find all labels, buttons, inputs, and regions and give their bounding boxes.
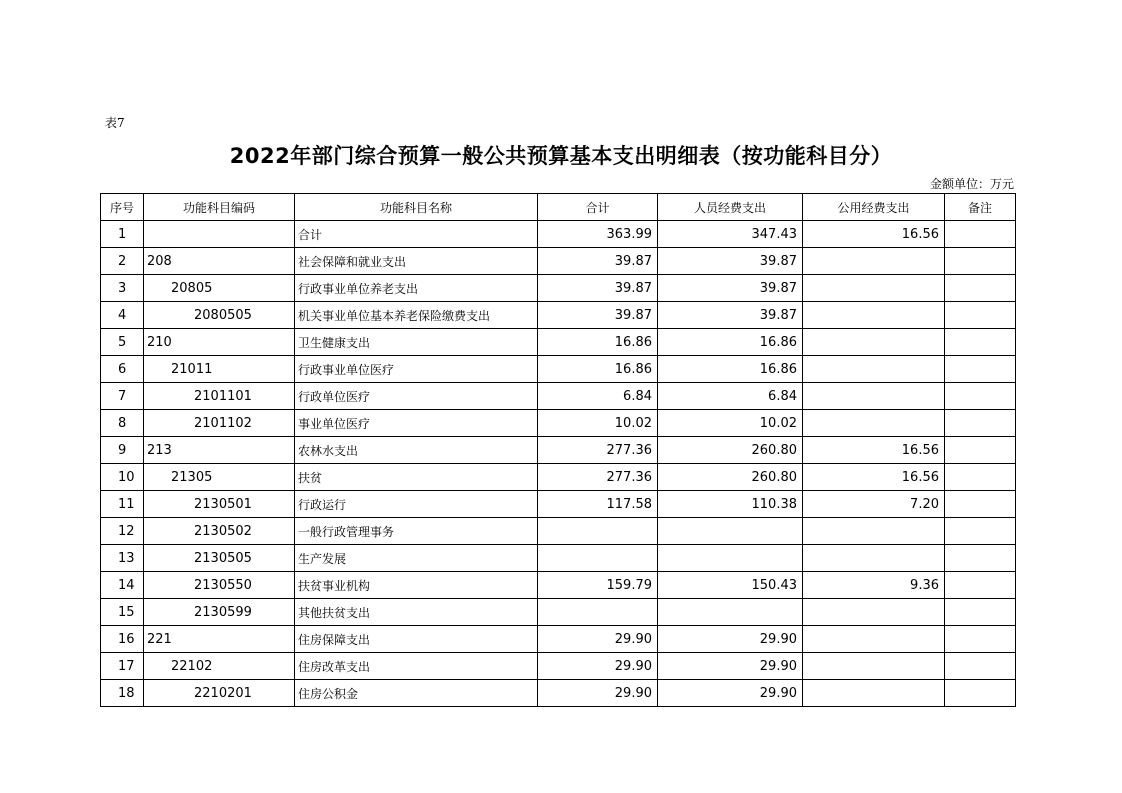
table-row — [101, 653, 1016, 680]
note-cell — [945, 464, 1016, 491]
row-index: 12 — [101, 518, 144, 545]
total-amount: 29.90 — [538, 626, 658, 653]
function-name: 行政事业单位医疗 — [295, 356, 538, 383]
function-code: 21011 — [144, 356, 295, 383]
table-row — [101, 437, 1016, 464]
table-row — [101, 410, 1016, 437]
public-amount — [803, 680, 945, 707]
total-amount: 10.02 — [538, 410, 658, 437]
function-name: 卫生健康支出 — [295, 329, 538, 356]
public-amount — [803, 545, 945, 572]
function-code: 208 — [144, 248, 295, 275]
function-code: 2101102 — [144, 410, 295, 437]
personnel-amount: 39.87 — [658, 248, 803, 275]
table-row — [101, 275, 1016, 302]
personnel-amount: 10.02 — [658, 410, 803, 437]
function-name: 行政运行 — [295, 491, 538, 518]
note-cell — [945, 302, 1016, 329]
row-index: 7 — [101, 383, 144, 410]
public-amount — [803, 599, 945, 626]
function-name: 合计 — [295, 221, 538, 248]
function-name: 行政单位医疗 — [295, 383, 538, 410]
public-amount: 7.20 — [803, 491, 945, 518]
row-index: 6 — [101, 356, 144, 383]
amount-unit: 金额单位：万元 — [929, 177, 1014, 191]
personnel-amount: 16.86 — [658, 329, 803, 356]
header-total: 合计 — [538, 194, 658, 221]
table-row — [101, 626, 1016, 653]
row-index: 5 — [101, 329, 144, 356]
personnel-amount: 39.87 — [658, 275, 803, 302]
personnel-amount: 150.43 — [658, 572, 803, 599]
function-name: 社会保障和就业支出 — [295, 248, 538, 275]
total-amount: 39.87 — [538, 248, 658, 275]
function-name: 扶贫 — [295, 464, 538, 491]
public-amount — [803, 302, 945, 329]
public-amount — [803, 653, 945, 680]
function-code: 2130501 — [144, 491, 295, 518]
personnel-amount: 260.80 — [658, 437, 803, 464]
total-amount — [538, 518, 658, 545]
header-personnel: 人员经费支出 — [658, 194, 803, 221]
row-index: 8 — [101, 410, 144, 437]
function-name: 一般行政管理事务 — [295, 518, 538, 545]
table-row — [101, 383, 1016, 410]
note-cell — [945, 599, 1016, 626]
table-number: 表7 — [105, 116, 125, 130]
note-cell — [945, 329, 1016, 356]
row-index: 14 — [101, 572, 144, 599]
row-index: 16 — [101, 626, 144, 653]
public-amount — [803, 383, 945, 410]
header-public: 公用经费支出 — [803, 194, 945, 221]
table-row — [101, 491, 1016, 518]
table-header-row — [101, 194, 1016, 221]
personnel-amount: 16.86 — [658, 356, 803, 383]
note-cell — [945, 653, 1016, 680]
total-amount: 277.36 — [538, 464, 658, 491]
total-amount: 29.90 — [538, 680, 658, 707]
function-name: 机关事业单位基本养老保险缴费支出 — [295, 302, 538, 329]
personnel-amount: 260.80 — [658, 464, 803, 491]
row-index: 17 — [101, 653, 144, 680]
personnel-amount — [658, 518, 803, 545]
total-amount: 39.87 — [538, 275, 658, 302]
total-amount: 39.87 — [538, 302, 658, 329]
row-index: 4 — [101, 302, 144, 329]
row-index: 9 — [101, 437, 144, 464]
personnel-amount: 29.90 — [658, 626, 803, 653]
row-index: 3 — [101, 275, 144, 302]
public-amount — [803, 248, 945, 275]
function-name: 生产发展 — [295, 545, 538, 572]
header-note: 备注 — [945, 194, 1016, 221]
function-code: 2101101 — [144, 383, 295, 410]
note-cell — [945, 221, 1016, 248]
personnel-amount: 29.90 — [658, 653, 803, 680]
personnel-amount: 29.90 — [658, 680, 803, 707]
total-amount: 363.99 — [538, 221, 658, 248]
table-row — [101, 356, 1016, 383]
table-row — [101, 572, 1016, 599]
function-code: 20805 — [144, 275, 295, 302]
total-amount — [538, 599, 658, 626]
function-name: 事业单位医疗 — [295, 410, 538, 437]
function-name: 行政事业单位养老支出 — [295, 275, 538, 302]
public-amount — [803, 356, 945, 383]
personnel-amount: 39.87 — [658, 302, 803, 329]
function-code: 213 — [144, 437, 295, 464]
public-amount — [803, 518, 945, 545]
total-amount: 277.36 — [538, 437, 658, 464]
row-index: 13 — [101, 545, 144, 572]
personnel-amount: 347.43 — [658, 221, 803, 248]
table-row — [101, 464, 1016, 491]
function-code: 2130502 — [144, 518, 295, 545]
note-cell — [945, 248, 1016, 275]
personnel-amount: 110.38 — [658, 491, 803, 518]
public-amount: 16.56 — [803, 437, 945, 464]
public-amount: 9.36 — [803, 572, 945, 599]
note-cell — [945, 275, 1016, 302]
public-amount — [803, 410, 945, 437]
function-name: 住房保障支出 — [295, 626, 538, 653]
expenditure-table — [100, 193, 1016, 707]
public-amount — [803, 626, 945, 653]
header-name: 功能科目名称 — [295, 194, 538, 221]
function-code: 221 — [144, 626, 295, 653]
note-cell — [945, 491, 1016, 518]
function-name: 住房改革支出 — [295, 653, 538, 680]
function-code: 2130550 — [144, 572, 295, 599]
table-row — [101, 680, 1016, 707]
note-cell — [945, 356, 1016, 383]
public-amount: 16.56 — [803, 221, 945, 248]
note-cell — [945, 437, 1016, 464]
function-name: 住房公积金 — [295, 680, 538, 707]
function-code: 21305 — [144, 464, 295, 491]
personnel-amount — [658, 545, 803, 572]
public-amount: 16.56 — [803, 464, 945, 491]
personnel-amount — [658, 599, 803, 626]
function-code: 2130599 — [144, 599, 295, 626]
header-index: 序号 — [101, 194, 144, 221]
table-row — [101, 248, 1016, 275]
row-index: 1 — [101, 221, 144, 248]
table-row — [101, 518, 1016, 545]
function-code: 2130505 — [144, 545, 295, 572]
personnel-amount: 6.84 — [658, 383, 803, 410]
row-index: 18 — [101, 680, 144, 707]
total-amount: 16.86 — [538, 329, 658, 356]
table-row — [101, 221, 1016, 248]
table-row — [101, 545, 1016, 572]
header-code: 功能科目编码 — [144, 194, 295, 221]
function-name: 扶贫事业机构 — [295, 572, 538, 599]
function-code: 2210201 — [144, 680, 295, 707]
row-index: 11 — [101, 491, 144, 518]
note-cell — [945, 410, 1016, 437]
note-cell — [945, 545, 1016, 572]
function-code: 22102 — [144, 653, 295, 680]
function-name: 其他扶贫支出 — [295, 599, 538, 626]
note-cell — [945, 626, 1016, 653]
table-row — [101, 329, 1016, 356]
row-index: 15 — [101, 599, 144, 626]
function-name: 农林水支出 — [295, 437, 538, 464]
row-index: 10 — [101, 464, 144, 491]
table-row — [101, 599, 1016, 626]
note-cell — [945, 572, 1016, 599]
function-code: 2080505 — [144, 302, 295, 329]
function-code: 210 — [144, 329, 295, 356]
total-amount: 6.84 — [538, 383, 658, 410]
public-amount — [803, 329, 945, 356]
note-cell — [945, 383, 1016, 410]
note-cell — [945, 518, 1016, 545]
note-cell — [945, 680, 1016, 707]
total-amount: 159.79 — [538, 572, 658, 599]
page-title: 2022年部门综合预算一般公共预算基本支出明细表（按功能科目分） — [229, 144, 893, 168]
total-amount — [538, 545, 658, 572]
table-row — [101, 302, 1016, 329]
row-index: 2 — [101, 248, 144, 275]
function-code — [144, 221, 295, 248]
total-amount: 117.58 — [538, 491, 658, 518]
total-amount: 16.86 — [538, 356, 658, 383]
public-amount — [803, 275, 945, 302]
total-amount: 29.90 — [538, 653, 658, 680]
